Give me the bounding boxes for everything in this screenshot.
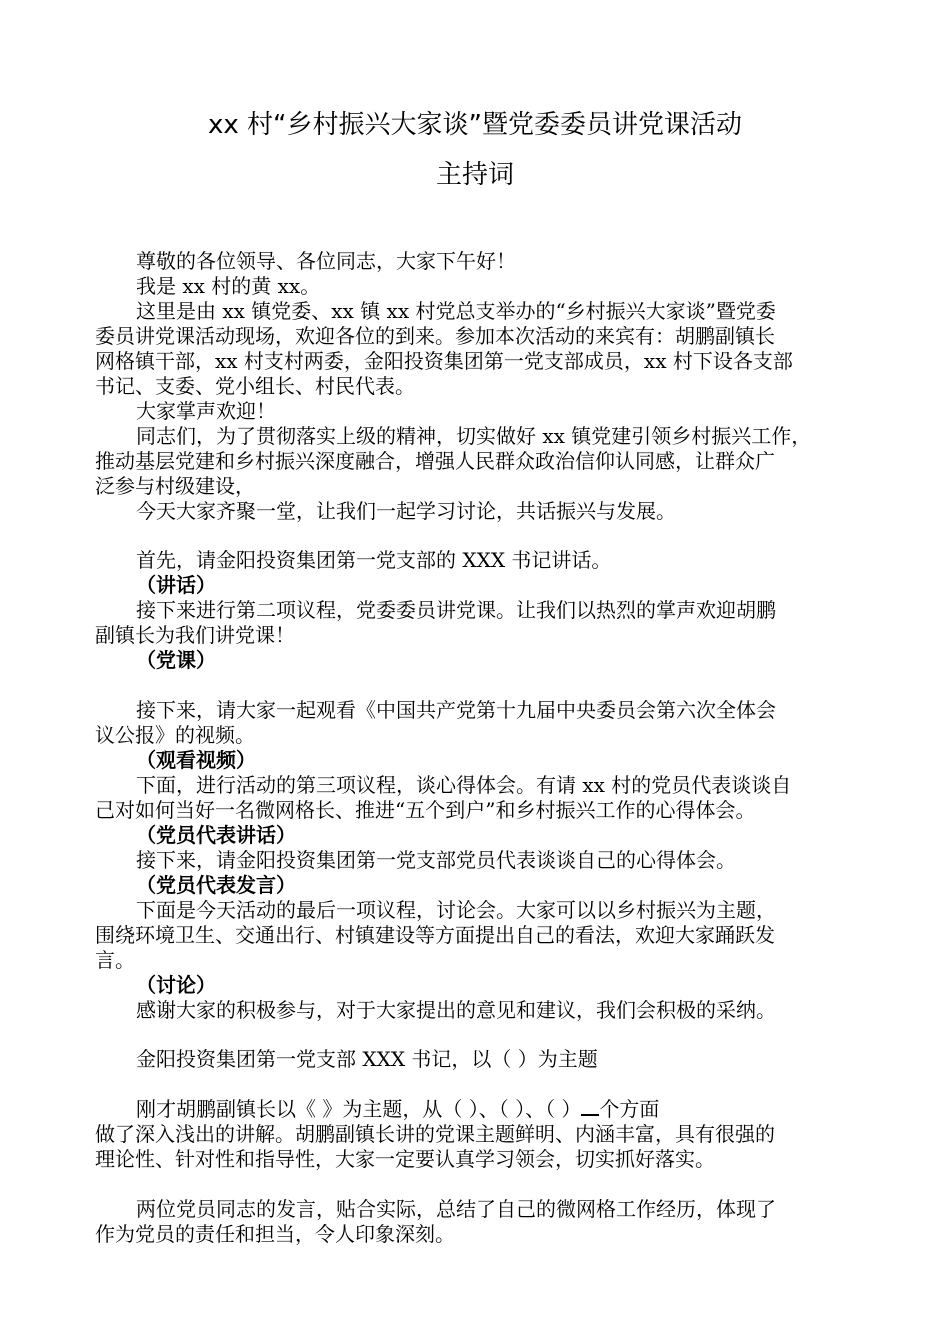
paragraph-video-line: 接下来，请大家一起观看《中国共产党第十九届中央委员会第六次全体会: [136, 698, 776, 722]
paragraph-purpose-line: 推动基层党建和乡村振兴深度融合，增强人民群众政治信仰认同感，让群众广: [95, 449, 775, 473]
paragraph-intro-line: 这里是由 xx 镇党委、xx 镇 xx 村党总支举办的“乡村振兴大家谈”暨党委: [136, 299, 776, 323]
paragraph-discussion-line: 言。: [95, 948, 135, 972]
paragraph-secretary-theme: 金阳投资集团第一党支部 XXX 书记，以（ ）为主题: [136, 1047, 598, 1071]
stage-direction: （观看视频）: [136, 748, 256, 772]
paragraph-summary-line: [136, 1096, 659, 1122]
paragraph-thanks: 感谢大家的积极参与，对于大家提出的意见和建议，我们会积极的采纳。: [136, 998, 776, 1022]
document-title: xx 村“乡村振兴大家谈”暨党委委员讲党课活动: [208, 110, 742, 140]
paragraph-applause: 大家掌声欢迎！: [136, 399, 276, 423]
stage-direction: （讨论）: [136, 973, 216, 997]
paragraph-party-lecture-line: 接下来进行第二项议程，党委委员讲党课。让我们以热烈的掌声欢迎胡鹏: [136, 598, 776, 622]
stage-direction: （讲话）: [136, 573, 216, 597]
paragraph-sharing-line: 下面，进行活动的第三项议程，谈心得体会。有请 xx 村的党员代表谈谈自: [136, 773, 792, 797]
paragraph-discussion-line: 围绕环境卫生、交通出行、村镇建设等方面提出自己的看法，欢迎大家踊跃发: [95, 923, 775, 947]
fill-blank: [581, 1096, 599, 1116]
paragraph-self-intro: 我是 xx 村的黄 xx。: [136, 274, 321, 298]
paragraph-purpose-line: 同志们，为了贯彻落实上级的精神，切实做好 xx 镇党建引领乡村振兴工作，: [136, 424, 812, 448]
paragraph-purpose-line: 泛参与村级建设，: [95, 474, 255, 498]
paragraph-discussion-line: 下面是今天活动的最后一项议程，讨论会。大家可以以乡村振兴为主题，: [136, 898, 776, 922]
paragraph-gathering: 今天大家齐聚一堂，让我们一起学习讨论，共话振兴与发展。: [136, 499, 676, 523]
paragraph-intro-line: 委员讲党课活动现场，欢迎各位的到来。参加本次活动的来宾有：胡鹏副镇长: [95, 324, 775, 348]
summary-text: 个方面: [599, 1097, 660, 1121]
paragraph-closing-line: 两位党员同志的发言，贴合实际，总结了自己的微网格工作经历，体现了: [136, 1197, 776, 1221]
paragraph-greeting: 尊敬的各位领导、各位同志，大家下午好！: [136, 249, 516, 273]
summary-text: 刚才胡鹏副镇长以《 》为主题，从（ ）、（ ）、（ ）: [136, 1097, 582, 1121]
paragraph-closing-line: 作为党员的责任和担当，令人印象深刻。: [95, 1222, 455, 1246]
paragraph-sharing-line: 己对如何当好一名微网格长、推进“五个到户”和乡村振兴工作的心得体会。: [95, 798, 756, 822]
paragraph-summary-line: 理论性、针对性和指导性，大家一定要认真学习领会，切实抓好落实。: [95, 1147, 715, 1171]
paragraph-intro-line: 网格镇干部，xx 村支村两委，金阳投资集团第一党支部成员，xx 村下设各支部: [95, 349, 793, 373]
paragraph-video-line: 议公报》的视频。: [95, 723, 255, 747]
paragraph-summary-line: 做了深入浅出的讲解。胡鹏副镇长讲的党课主题鲜明、内涵丰富，具有很强的: [95, 1122, 775, 1146]
stage-direction: （党课）: [136, 648, 216, 672]
paragraph-party-lecture-line: 副镇长为我们讲党课！: [95, 623, 295, 647]
stage-direction: （党员代表讲话）: [136, 823, 296, 847]
paragraph-member-speech: 接下来，请金阳投资集团第一党支部党员代表谈谈自己的心得体会。: [136, 848, 736, 872]
stage-direction: （党员代表发言）: [136, 873, 296, 897]
paragraph-first-speech: 首先，请金阳投资集团第一党支部的 XXX 书记讲话。: [136, 548, 612, 572]
document-subtitle: 主持词: [435, 160, 514, 190]
paragraph-intro-line: 书记、支委、党小组长、村民代表。: [95, 374, 415, 398]
